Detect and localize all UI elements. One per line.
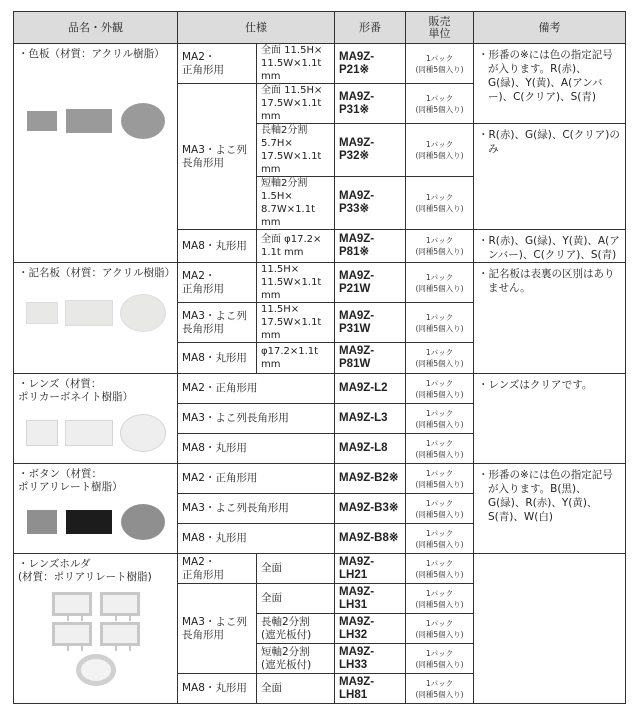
spec-detail: 11.5H× 17.5W×1.1t mm — [257, 303, 335, 343]
sales-unit: 1パック (同種5個入り) — [406, 303, 474, 343]
sales-unit: 1パック (同種5個入り) — [406, 84, 474, 124]
spec-detail: 長軸2分割 5.7H× 17.5W×1.1t mm — [257, 124, 335, 177]
square-button-image — [27, 510, 57, 534]
note — [474, 554, 626, 704]
group-name: ・レンズ（材質： ポリカーボネイト樹脂） — [18, 378, 134, 403]
sales-unit: 1パック (同種5個入り) — [406, 524, 474, 554]
spec-detail: 長軸2分割 (遮光板付) — [257, 614, 335, 644]
group-name-plates — [14, 263, 178, 374]
part-number: MA9Z-B2※ — [335, 464, 406, 494]
mount: MA2・正角形用 — [178, 374, 335, 404]
group-name: ・色板（材質：アクリル樹脂） — [18, 48, 165, 60]
color-plate-images — [18, 103, 173, 139]
round-lens-image — [120, 414, 166, 452]
spec-detail: 全面 11.5H× 11.5W×1.1t mm — [257, 44, 335, 84]
sales-unit: 1パック (同種5個入り) — [406, 230, 474, 263]
square-plate-image — [27, 111, 57, 131]
part-number: MA9Z-LH31 — [335, 584, 406, 614]
sales-unit: 1パック (同種5個入り) — [406, 263, 474, 303]
part-number: MA9Z-P32※ — [335, 124, 406, 177]
round-plate-image — [121, 103, 165, 139]
sales-unit: 1パック (同種5個入り) — [406, 177, 474, 230]
part-number: MA9Z-P81※ — [335, 230, 406, 263]
sales-unit: 1パック (同種5個入り) — [406, 554, 474, 584]
group-name: ・記名板（材質：アクリル樹脂） — [18, 267, 176, 279]
header-name: 品名・外観 — [14, 12, 178, 44]
sales-unit: 1パック (同種5個入り) — [406, 434, 474, 464]
mount: MA2・ 正角形用 — [178, 554, 257, 584]
mount: MA3・よこ列 長角形用 — [178, 584, 257, 674]
spec-detail: 全面 — [257, 554, 335, 584]
spec-detail: 短軸2分割 (遮光板付) — [257, 644, 335, 674]
mount: MA8・丸形用 — [178, 343, 257, 374]
rect-plate-image — [66, 109, 112, 133]
mount: MA3・よこ列長角形用 — [178, 494, 335, 524]
header-note: 備考 — [474, 12, 626, 44]
mount: MA2・ 正角形用 — [178, 44, 257, 84]
note: ・形番の※には色の指定記号が入ります。R(赤)、G(緑)、Y(黄)、A(アンバー)、C(クリア)、S(青) — [474, 44, 626, 124]
header-part: 形番 — [335, 12, 406, 44]
note: ・R(赤)、G(緑)、Y(黄)、A(アンバー)、C(クリア)、S(青) — [474, 230, 626, 263]
holder-image — [100, 622, 140, 646]
sales-unit: 1パック (同種5個入り) — [406, 124, 474, 177]
accessories-table — [13, 11, 626, 704]
square-plate-image — [26, 302, 58, 324]
sales-unit: 1パック (同種5個入り) — [406, 374, 474, 404]
part-number: MA9Z-LH81 — [335, 674, 406, 704]
mount: MA3・よこ列 長角形用 — [178, 84, 257, 230]
part-number: MA9Z-B8※ — [335, 524, 406, 554]
holder-image — [52, 622, 92, 646]
part-number: MA9Z-P33※ — [335, 177, 406, 230]
table-row — [14, 554, 626, 584]
group-buttons — [14, 464, 178, 554]
round-plate-image — [120, 294, 166, 332]
spec-detail: 短軸2分割 1.5H× 8.7W×1.1t mm — [257, 177, 335, 230]
mount: MA8・丸形用 — [178, 674, 257, 704]
part-number: MA9Z-LH32 — [335, 614, 406, 644]
mount: MA8・丸形用 — [178, 230, 257, 263]
lens-holder-images — [18, 592, 173, 646]
part-number: MA9Z-LH33 — [335, 644, 406, 674]
sales-unit: 1パック (同種5個入り) — [406, 464, 474, 494]
group-color-plates — [14, 44, 178, 263]
group-lenses — [14, 374, 178, 464]
header-unit: 販売 単位 — [406, 12, 474, 44]
rect-plate-image — [65, 300, 113, 326]
sales-unit: 1パック (同種5個入り) — [406, 674, 474, 704]
group-name: ・レンズホルダ (材質：ポリアリレート樹脂) — [18, 558, 152, 583]
mount: MA2・正角形用 — [178, 464, 335, 494]
header-row — [14, 12, 626, 44]
spec-detail: 全面 — [257, 584, 335, 614]
square-lens-image — [26, 420, 58, 446]
sales-unit: 1パック (同種5個入り) — [406, 614, 474, 644]
lens-images — [18, 414, 173, 452]
note: ・形番の※には色の指定記号が入ります。B(黒)、G(緑)、R(赤)、Y(黄)、S(青)、W(白) — [474, 464, 626, 554]
mount: MA2・ 正角形用 — [178, 263, 257, 303]
rect-button-image — [66, 510, 112, 534]
part-number: MA9Z-L3 — [335, 404, 406, 434]
rect-lens-image — [65, 420, 113, 446]
group-name: ・ボタン（材質： ポリアリレート樹脂） — [18, 468, 123, 493]
spec-detail: 11.5H× 11.5W×1.1t mm — [257, 263, 335, 303]
mount: MA8・丸形用 — [178, 434, 335, 464]
table-row — [14, 464, 626, 494]
sales-unit: 1パック (同種5個入り) — [406, 644, 474, 674]
part-number: MA9Z-L2 — [335, 374, 406, 404]
sales-unit: 1パック (同種5個入り) — [406, 584, 474, 614]
sales-unit: 1パック (同種5個入り) — [406, 343, 474, 374]
note: ・記名板は表裏の区別はありません。 — [474, 263, 626, 374]
spec-detail: 全面 11.5H× 17.5W×1.1t mm — [257, 84, 335, 124]
part-number: MA9Z-P31※ — [335, 84, 406, 124]
round-holder-image — [76, 654, 116, 686]
part-number: MA9Z-LH21 — [335, 554, 406, 584]
holder-image — [52, 592, 92, 616]
spec-detail: φ17.2×1.1t mm — [257, 343, 335, 374]
sales-unit: 1パック (同種5個入り) — [406, 494, 474, 524]
part-number: MA9Z-P21※ — [335, 44, 406, 84]
mount: MA3・よこ列 長角形用 — [178, 303, 257, 343]
button-images — [18, 504, 173, 540]
spec-detail: 全面 — [257, 674, 335, 704]
name-plate-images — [18, 294, 173, 332]
part-number: MA9Z-P21W — [335, 263, 406, 303]
note: ・R(赤)、G(緑)、C(クリア)のみ — [474, 124, 626, 230]
table-row — [14, 374, 626, 404]
table-row — [14, 263, 626, 303]
part-number: MA9Z-L8 — [335, 434, 406, 464]
mount: MA8・丸形用 — [178, 524, 335, 554]
round-button-image — [121, 504, 165, 540]
part-number: MA9Z-B3※ — [335, 494, 406, 524]
sales-unit: 1パック (同種5個入り) — [406, 404, 474, 434]
mount: MA3・よこ列長角形用 — [178, 404, 335, 434]
group-lens-holders — [14, 554, 178, 704]
header-spec: 仕様 — [178, 12, 335, 44]
sales-unit: 1パック (同種5個入り) — [406, 44, 474, 84]
holder-image — [100, 592, 140, 616]
part-number: MA9Z-P81W — [335, 343, 406, 374]
part-number: MA9Z-P31W — [335, 303, 406, 343]
spec-detail: 全面 φ17.2× 1.1t mm — [257, 230, 335, 263]
table-row — [14, 44, 626, 84]
note: ・レンズはクリアです。 — [474, 374, 626, 464]
